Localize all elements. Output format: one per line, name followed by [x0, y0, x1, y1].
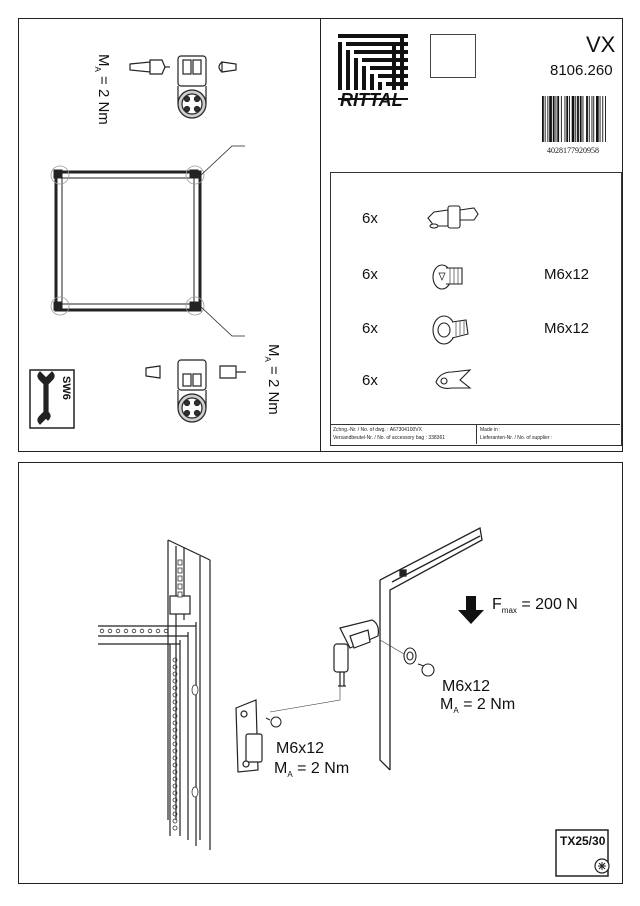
torque-sub: A [263, 356, 272, 362]
perforation-hole [132, 629, 136, 633]
part-quantity: 6x [362, 372, 378, 389]
force-arrow-icon [458, 596, 484, 624]
brand-name: RITTAL [340, 90, 403, 110]
mount-hole [192, 787, 198, 797]
frame-slot [178, 576, 182, 581]
series-name: VX [586, 32, 616, 57]
frame-slot [178, 592, 182, 597]
perforation-hole [173, 819, 177, 823]
accessory-bag-number: Versandbeutel-Nr. / No. of accessory bag : 338361 [333, 435, 446, 441]
torque-value: = 2 Nm [265, 366, 282, 415]
torque-value: = 2 Nm [297, 760, 350, 777]
part-quantity: 6x [362, 210, 378, 227]
torque-value: = 2 Nm [463, 696, 516, 713]
force-value: = 200 N [521, 596, 578, 613]
perforation-hole [164, 629, 168, 633]
cabinet-frame [98, 540, 210, 850]
frame-hinge [236, 700, 262, 772]
perforation-hole [124, 629, 128, 633]
perforation-hole [100, 629, 104, 633]
part-spec: M6x12 [544, 266, 590, 283]
article-number: 8106.260 [550, 62, 613, 79]
supplier-number: Lieferanten-Nr. / No. of supplier : [480, 435, 553, 441]
force-symbol: F [492, 596, 502, 613]
torque-symbol: M [95, 54, 112, 67]
frame-slot [178, 568, 182, 573]
torque-symbol: M [274, 760, 288, 777]
wrench-size-label: SW6 [60, 376, 72, 400]
perforation-hole [173, 826, 177, 830]
torque-sub: A [287, 770, 293, 780]
made-in: Made in : [480, 427, 501, 433]
screw-right-torque [440, 696, 515, 715]
door-hinge [334, 620, 378, 686]
part-spec: M6x12 [544, 320, 590, 337]
frame-slot [178, 584, 182, 589]
frame-perforation [100, 629, 177, 830]
perforation-hole [156, 629, 160, 633]
tool-size-label: TX25/30 [560, 834, 606, 848]
barcode-number: 4028177920958 [547, 146, 599, 155]
torque-sub: A [93, 66, 102, 72]
torque-sub: A [453, 706, 459, 716]
screw-left [266, 717, 281, 727]
part-quantity: 6x [362, 266, 378, 283]
torque-symbol: M [440, 696, 454, 713]
drawing-number: Zchng.-Nr. / No. of dwg. : A67304100VX [333, 427, 422, 433]
screw-left-spec: M6x12 [276, 740, 325, 757]
screw-left-torque [274, 760, 349, 779]
perforation-hole [108, 629, 112, 633]
torque-symbol: M [265, 344, 282, 357]
frame-slot [178, 560, 182, 565]
force-label [492, 596, 578, 615]
perforation-hole [140, 629, 144, 633]
force-sub: max [501, 606, 517, 616]
screw-right-spec: M6x12 [442, 678, 491, 695]
torque-value: = 2 Nm [95, 76, 112, 125]
perforation-hole [116, 629, 120, 633]
screw-right [404, 648, 434, 676]
torx-icon [595, 859, 609, 873]
part-quantity: 6x [362, 320, 378, 337]
assembly-line [270, 686, 340, 712]
perforation-hole [148, 629, 152, 633]
mount-hole [192, 685, 198, 695]
